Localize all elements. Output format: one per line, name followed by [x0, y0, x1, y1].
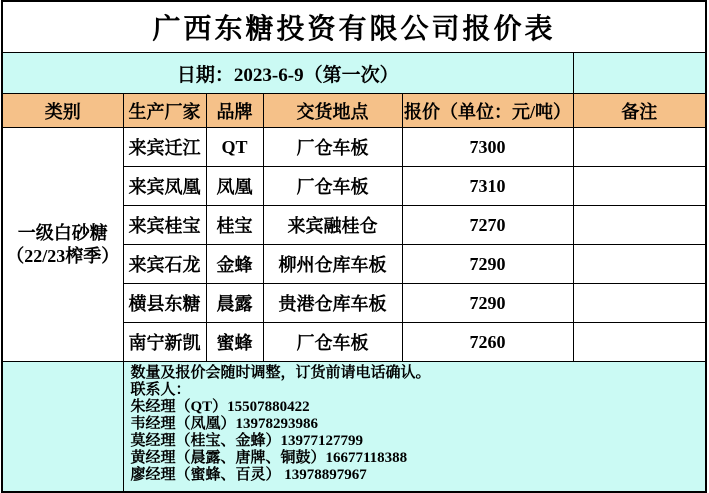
cell-price: 7260	[402, 323, 573, 362]
date-cell: 日期：2023-6-9（第一次）	[2, 53, 573, 94]
quotation-sheet	[1, 0, 707, 493]
cell-remark	[573, 284, 706, 323]
page-title: 广西东糖投资有限公司报价表	[2, 1, 706, 53]
cell-price: 7300	[402, 128, 573, 167]
footer-contact: 黄经理（晨露、唐牌、铜鼓）16677118388	[130, 450, 408, 466]
footer-notes	[123, 362, 706, 493]
cell-price: 7270	[402, 206, 573, 245]
cell-price: 7290	[402, 284, 573, 323]
cell-brand: 凤凰	[206, 167, 263, 206]
cell-remark	[573, 128, 706, 167]
cell-brand: 晨露	[206, 284, 263, 323]
category-cell	[2, 128, 123, 362]
cell-remark	[573, 323, 706, 362]
cell-brand: 蜜蜂	[206, 323, 263, 362]
footer-spacer-cell	[2, 362, 123, 493]
cell-price: 7290	[402, 245, 573, 284]
footer-row	[2, 362, 706, 493]
footer-contact: 韦经理（凤凰）13978293986	[130, 416, 319, 432]
cell-delivery: 柳州仓库车板	[263, 245, 402, 284]
cell-brand: QT	[206, 128, 263, 167]
quotation-table	[1, 0, 707, 493]
cell-brand: 桂宝	[206, 206, 263, 245]
category-season: （22/23榨季）	[6, 245, 120, 266]
date-remark-cell	[573, 53, 706, 94]
cell-manufacturer: 来宾凤凰	[123, 167, 206, 206]
cell-delivery: 厂仓车板	[263, 167, 402, 206]
cell-manufacturer: 来宾迁江	[123, 128, 206, 167]
cell-brand: 金蜂	[206, 245, 263, 284]
table-row	[2, 128, 706, 167]
title-row	[2, 1, 706, 53]
header-category: 类别	[2, 94, 123, 128]
header-delivery-location: 交货地点	[263, 94, 402, 128]
footer-contact: 莫经理（桂宝、金蜂）13977127799	[130, 433, 364, 449]
cell-delivery: 厂仓车板	[263, 128, 402, 167]
footer-contacts-label: 联系人：	[130, 382, 191, 398]
footer-contact: 朱经理（QT）15507880422	[130, 399, 310, 415]
header-brand: 品牌	[206, 94, 263, 128]
category-name: 一级白砂糖	[17, 223, 108, 243]
header-row	[2, 94, 706, 128]
cell-manufacturer: 来宾桂宝	[123, 206, 206, 245]
cell-delivery: 贵港仓库车板	[263, 284, 402, 323]
footer-notice: 数量及报价会随时调整，订货前请电话确认。	[130, 365, 431, 381]
cell-price: 7310	[402, 167, 573, 206]
cell-manufacturer: 横县东糖	[123, 284, 206, 323]
header-manufacturer: 生产厂家	[123, 94, 206, 128]
cell-remark	[573, 206, 706, 245]
date-row	[2, 53, 706, 94]
cell-remark	[573, 245, 706, 284]
cell-manufacturer: 来宾石龙	[123, 245, 206, 284]
footer-contact: 廖经理（蜜蜂、百灵） 13978897967	[130, 467, 367, 483]
header-remark: 备注	[573, 94, 706, 128]
cell-manufacturer: 南宁新凯	[123, 323, 206, 362]
cell-remark	[573, 167, 706, 206]
header-price: 报价（单位：元/吨）	[402, 94, 573, 128]
cell-delivery: 来宾融桂仓	[263, 206, 402, 245]
cell-delivery: 厂仓车板	[263, 323, 402, 362]
